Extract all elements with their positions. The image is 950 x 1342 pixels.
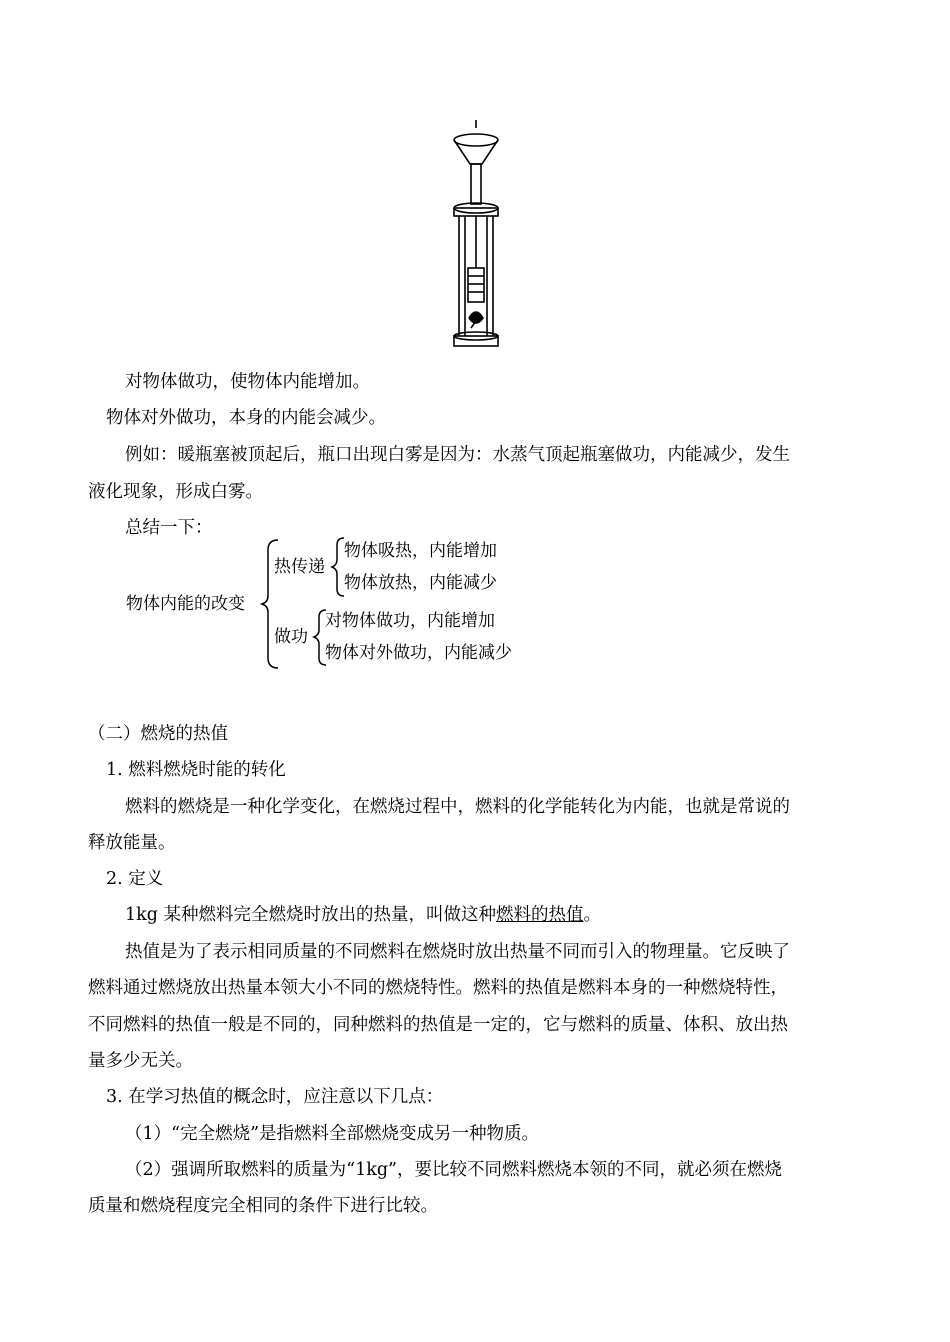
paragraph-line: 对物体做功，使物体内能增加。 <box>125 372 370 392</box>
summary-item: 物体对外做功，内能减少 <box>325 643 512 663</box>
list-item: （2）强调所取燃料的质量为“1kg”，要比较不同燃料燃烧本领的不同，就必须在燃烧 <box>125 1160 782 1180</box>
paragraph-line: 燃料通过燃烧放出热量本领大小不同的燃烧特性。燃料的热值是燃料本身的一种燃烧特性， <box>88 978 788 998</box>
fire-syringe-illustration <box>445 118 507 358</box>
definition-line <box>125 903 601 927</box>
paragraph-line: 热值是为了表示相同质量的不同燃料在燃烧时放出热量不同而引入的物理量。它反映了 <box>125 942 790 962</box>
summary-branch-heat-transfer: 热传递 <box>274 557 325 577</box>
paragraph-line: 燃料的燃烧是一种化学变化，在燃烧过程中，燃料的化学能转化为内能，也就是常说的 <box>125 797 790 817</box>
paragraph-line: 液化现象，形成白雾。 <box>88 482 263 502</box>
list-item-continuation: 质量和燃烧程度完全相同的条件下进行比较。 <box>88 1196 438 1216</box>
summary-item: 物体吸热，内能增加 <box>344 541 497 561</box>
paragraph-line: 不同燃料的热值一般是不同的，同种燃料的热值是一定的，它与燃料的质量、体积、放出热 <box>88 1015 788 1035</box>
subsection-title: 1. 燃料燃烧时能的转化 <box>106 760 286 780</box>
summary-root: 物体内能的改变 <box>126 594 245 614</box>
paragraph-line: 物体对外做功，本身的内能会减少。 <box>106 408 386 428</box>
definition-term: 燃料的热值 <box>496 905 584 925</box>
paragraph-line: 释放能量。 <box>88 833 176 853</box>
subsection-title: 2. 定义 <box>106 869 164 889</box>
paragraph-line: 例如：暖瓶塞被顶起后，瓶口出现白雾是因为：水蒸气顶起瓶塞做功，内能减少，发生 <box>125 445 790 465</box>
definition-text: 1kg 某种燃料完全燃烧时放出的热量，叫做这种 <box>125 905 497 925</box>
summary-item: 对物体做功，内能增加 <box>325 611 495 631</box>
subsection-title: 3. 在学习热值的概念时，应注意以下几点： <box>106 1087 444 1107</box>
paragraph-line: 量多少无关。 <box>88 1051 193 1071</box>
summary-branch-work: 做功 <box>274 627 308 647</box>
summary-item: 物体放热，内能减少 <box>344 573 497 593</box>
list-item: （1）“完全燃烧”是指燃料全部燃烧变成另一种物质。 <box>125 1124 540 1144</box>
summary-brace-diagram <box>118 534 558 674</box>
section-heading: （二）燃烧的热值 <box>88 724 228 744</box>
definition-end: 。 <box>583 905 602 925</box>
paragraph-line: 总结一下： <box>125 518 213 538</box>
